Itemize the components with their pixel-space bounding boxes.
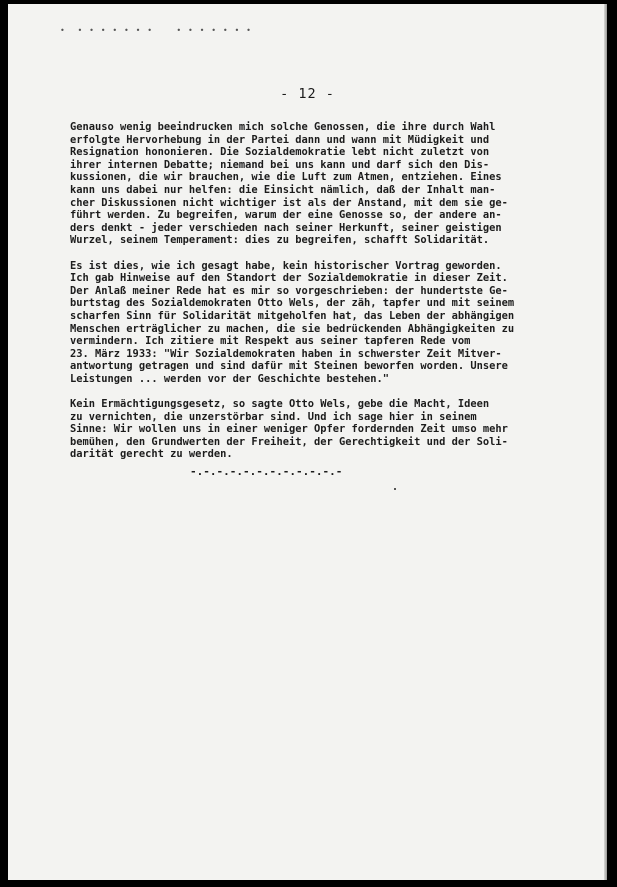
text-line: 23. März 1933: "Wir Sozialdemokraten haben in schwerster Zeit Mitver- <box>70 347 502 360</box>
text-line: ihrer internen Debatte; niemand bei uns kann und darf sich den Dis- <box>70 158 490 171</box>
text-line: zu vernichten, die unzerstörbar sind. Und ich sage hier in seinem <box>70 410 477 423</box>
text-line: Wurzel, seinem Temperament: dies zu begreifen, schafft Solidarität. <box>70 234 490 247</box>
text-line: Es ist dies, wie ich gesagt habe, kein historischer Vortrag geworden. <box>70 259 502 272</box>
text-line: Der Anlaß meiner Rede hat es mir so vorgeschrieben: der hundertste Ge- <box>70 284 508 297</box>
text-line: burtstag des Sozialdemokraten Otto Wels, der zäh, tapfer und mit seinem <box>70 297 515 310</box>
paragraph-1 <box>70 121 570 247</box>
text-line: Kein Ermächtigungsgesetz, so sagte Otto Wels, gebe die Macht, Ideen <box>70 398 490 411</box>
text-line: cher Diskussionen nicht wichtiger ist als der Anstand, mit dem sie ge- <box>70 196 508 209</box>
ink-speck <box>394 488 396 490</box>
body-text <box>70 121 570 474</box>
text-line: vermindern. Ich zitiere mit Respekt aus seiner tapferen Rede vom <box>70 335 471 348</box>
paragraph-3 <box>70 398 570 461</box>
text-line: scharfen Sinn für Solidarität mitgeholfen hat, das Leben der abhängigen <box>70 309 515 322</box>
text-line: darität gerecht zu werden. <box>70 448 233 461</box>
text-line: Sinne: Wir wollen uns in einer weniger Opfer fordernden Zeit umso mehr <box>70 423 508 436</box>
text-line: antwortung getragen und sind dafür mit Steinen beworfen worden. Unsere <box>70 360 508 373</box>
text-line: kussionen, die wir brauchen, wie die Luft zum Atmen, entziehen. Eines <box>70 171 502 184</box>
text-line: kann uns dabei nur helfen: die Einsicht nämlich, daß der Inhalt man- <box>70 183 496 196</box>
top-punch-marks: • • • • • • • • • • • • • • • <box>60 26 252 35</box>
text-line: bemühen, den Grundwerten der Freiheit, der Gerechtigkeit und der Soli- <box>70 435 508 448</box>
text-line: Genauso wenig beeindrucken mich solche Genossen, die ihre durch Wahl <box>70 121 496 133</box>
text-line: Menschen erträglicher zu machen, die sie bedrückenden Abhängigkeiten zu <box>70 322 515 335</box>
text-line: Leistungen ... werden vor der Geschichte bestehen." <box>70 372 390 385</box>
document-page <box>8 4 607 880</box>
page-edge <box>604 4 607 880</box>
paragraph-2 <box>70 260 570 386</box>
text-line: führt werden. Zu begreifen, warum der eine Genosse so, der andere an- <box>70 209 502 222</box>
text-line: Ich gab Hinweise auf den Standort der Sozialdemokratie in dieser Zeit. <box>70 272 508 285</box>
text-line: erfolgte Hervorhebung in der Partei dann und wann mit Müdigkeit und <box>70 133 490 146</box>
page-number: - 12 - <box>280 86 335 102</box>
text-line: ders denkt - jeder verschieden nach seiner Herkunft, seiner geistigen <box>70 221 502 234</box>
text-line: Resignation hononieren. Die Sozialdemokratie lebt nicht zuletzt von <box>70 146 490 159</box>
end-separator: -.-.-.-.-.-.-.-.-.-.-.- <box>190 465 343 478</box>
